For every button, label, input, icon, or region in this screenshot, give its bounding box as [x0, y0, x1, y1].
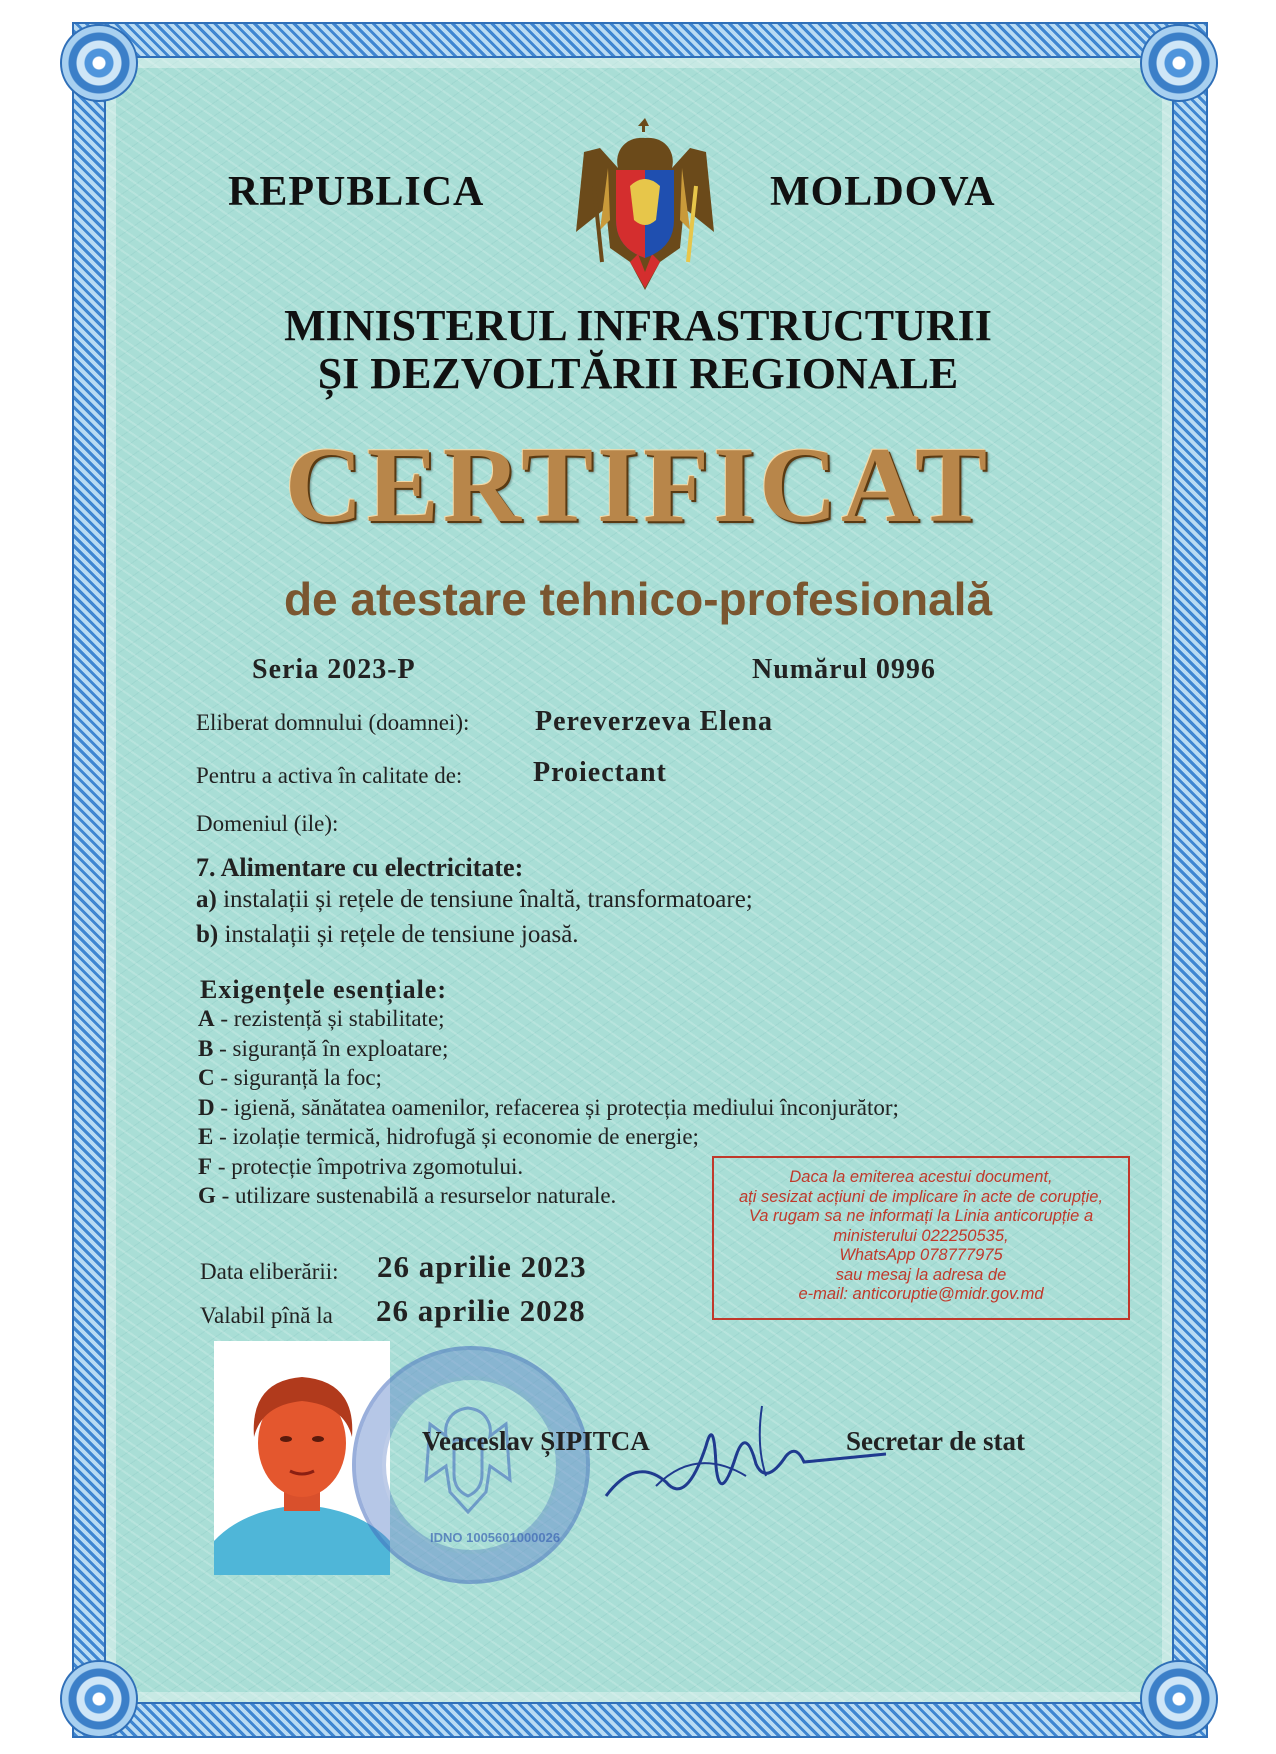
requirement-item: D - igienă, sănătatea oamenilor, refacerea și protecția mediului înconjurător; [198, 1094, 899, 1120]
country-left: REPUBLICA [228, 169, 485, 215]
issue-date-value: 26 aprilie 2023 [377, 1249, 587, 1284]
corner-rosette-icon [60, 24, 138, 102]
corner-rosette-icon [1140, 24, 1218, 102]
anticorruption-notice [712, 1156, 1130, 1320]
notice-line: sau mesaj la adresa de [835, 1265, 1007, 1284]
signatory-name: Veaceslav ȘIPITCA [422, 1426, 650, 1456]
number: Numărul 0996 [752, 654, 936, 685]
requirement-item: C - siguranță la foc; [198, 1065, 382, 1090]
corner-rosette-icon [1140, 1660, 1218, 1738]
valid-until-value: 26 aprilie 2028 [376, 1293, 586, 1328]
notice-line: Daca la emiterea acestui document, [789, 1168, 1053, 1186]
requirements-title: Exigențele esențiale: [200, 975, 447, 1004]
domain-label: Domeniul (ile): [196, 811, 339, 836]
notice-line: ați sesizat acțiuni de implicare în acte de corupție, [738, 1187, 1104, 1206]
handwritten-signature [596, 1386, 896, 1516]
role-label: Pentru a activa în calitate de: [196, 763, 463, 788]
corner-rosette-icon [60, 1660, 138, 1738]
stamp-text: IDNO 1005601000026 [430, 1530, 561, 1545]
issued-to-label: Eliberat domnului (doamnei): [196, 710, 470, 735]
role-value: Proiectant [533, 757, 667, 788]
notice-line: e-mail: anticoruptie@midr.gov.md [798, 1285, 1044, 1303]
country-right: MOLDOVA [770, 169, 996, 215]
certificate-title: CERTIFICAT [284, 426, 992, 545]
domain-item: b) instalații și rețele de tensiune joasă. [196, 921, 579, 948]
issue-date-label: Data eliberării: [200, 1259, 339, 1284]
domain-title: 7. Alimentare cu electricitate: [196, 853, 524, 882]
coat-of-arms-icon [570, 112, 720, 298]
requirement-item: A - rezistență și stabilitate; [198, 1006, 445, 1031]
notice-line: WhatsApp 078777975 [839, 1246, 1003, 1264]
ministry-line-1: MINISTERUL INFRASTRUCTURII [284, 301, 992, 350]
requirement-item: F - protecție împotriva zgomotului. [198, 1153, 524, 1179]
notice-line: Va rugam sa ne informați la Linia anticorupție a [748, 1207, 1094, 1225]
notice-line: ministerului 022250535, [833, 1226, 1009, 1245]
domain-item: a) instalații și rețele de tensiune înaltă, transformatoare; [196, 886, 753, 913]
stamp-emblem-icon [420, 1400, 516, 1520]
requirement-item: B - siguranță în exploatare; [198, 1035, 449, 1061]
certificate-subtitle: de atestare tehnico-profesională [283, 573, 993, 625]
series: Seria 2023-P [252, 654, 416, 685]
signatory-position: Secretar de stat [846, 1426, 1025, 1456]
ministry-line-2: ȘI DEZVOLTĂRII REGIONALE [317, 349, 959, 398]
requirement-item: E - izolație termică, hidrofugă și economie de energie; [198, 1124, 699, 1149]
issued-to-value: Pereverzeva Elena [535, 706, 774, 737]
valid-until-label: Valabil pînă la [200, 1303, 333, 1328]
requirement-item: G - utilizare sustenabilă a resurselor naturale. [198, 1183, 617, 1208]
